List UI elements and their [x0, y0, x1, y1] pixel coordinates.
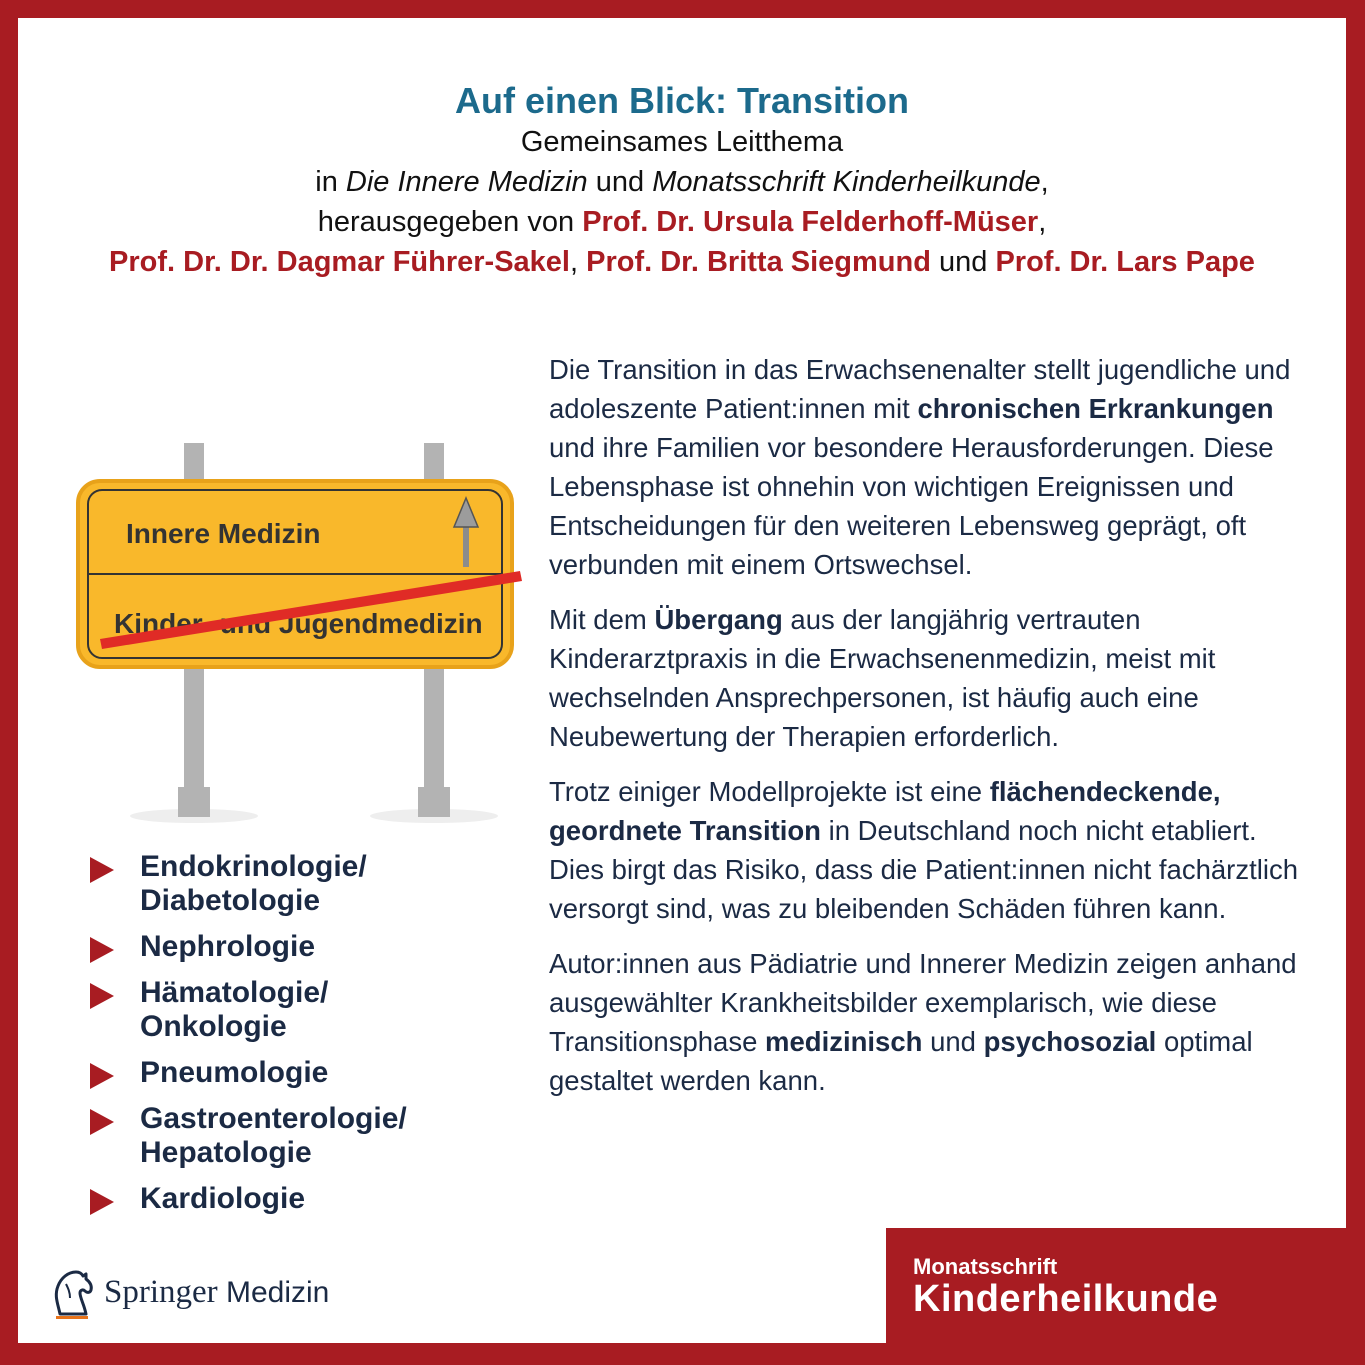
publisher-name-b: Medizin [217, 1276, 330, 1309]
body-text [549, 350, 1309, 1116]
text-run: in Deutschland noch nicht etabliert. Dies birgt das Risiko, dass die Patient:innen nicht fachärztlich versorgt sind, was zu bleibenden Schäden führen kann. [549, 815, 1298, 924]
editor-2: Prof. Dr. Dr. Dagmar Führer-Sakel [109, 246, 570, 278]
emphasis: flächendeckende, geordnete Transition [549, 776, 1221, 846]
header-line-1: Gemeinsames Leitthema [520, 126, 844, 158]
specialty-label: Hepatologie [140, 1136, 312, 1169]
list-item [84, 1182, 504, 1216]
paragraph-1 [549, 350, 1309, 584]
text-run: Autor:innen aus Pädiatrie und Innerer Medizin zeigen anhand ausgewählter Krankheitsbilder exemplarisch, wie diese Transitionsphase [549, 948, 1297, 1057]
editor-4: Prof. Dr. Lars Pape [995, 246, 1255, 278]
text-run: Trotz einiger Modellprojekte ist eine [549, 776, 990, 807]
springer-medizin-logo [46, 1266, 406, 1322]
specialty-label: Pneumologie [140, 1056, 329, 1089]
journal-badge [886, 1228, 1346, 1343]
header-line-2-pre: in [315, 166, 346, 198]
header-line-2-end: , [1040, 166, 1049, 198]
post-foot-right [418, 787, 450, 817]
text-run: aus der langjährig vertrauten Kinderarztpraxis in die Erwachsenenmedizin, meist mit wechselnden Ansprechpersonen, ist häufig auch eine Neubewertung der Therapien erforderlich. [549, 604, 1216, 752]
triangle-bullet-icon [90, 1189, 114, 1215]
publisher-name [104, 1274, 329, 1311]
paragraph-2 [549, 600, 1309, 756]
emphasis: psychosozial [983, 1026, 1157, 1057]
town-sign-illustration [74, 443, 534, 843]
header-line-3 [18, 202, 1346, 242]
text-run: Mit dem [549, 604, 655, 635]
post-foot-left [178, 787, 210, 817]
editor-1: Prof. Dr. Ursula Felderhoff-Müser [582, 206, 1039, 238]
arrow-shaft [463, 523, 469, 567]
header [18, 80, 1346, 282]
emphasis: medizinisch [765, 1026, 923, 1057]
specialty-label: Hämatologie/ [140, 976, 329, 1009]
page-title: Auf einen Blick: Transition [454, 80, 910, 121]
journal-badge-big: Kinderheilkunde [913, 1278, 1219, 1320]
specialty-label: Gastroenterologie/ [140, 1102, 407, 1135]
list-item [84, 976, 504, 1044]
header-line-4 [18, 242, 1346, 282]
sign-bottom-label: Kinder- und Jugendmedizin [114, 608, 483, 639]
page [18, 18, 1346, 1343]
journal-badge-small: Monatsschrift [913, 1254, 1058, 1279]
list-item [84, 1102, 504, 1170]
specialty-label: Diabetologie [140, 884, 321, 917]
springer-horse-icon [46, 1266, 96, 1320]
editor-sep-1: , [569, 246, 587, 278]
header-line-3-end: , [1038, 206, 1047, 238]
journal-name-innere: Die Innere Medizin [345, 166, 588, 198]
paragraph-3 [549, 772, 1309, 928]
specialty-label: Nephrologie [140, 930, 316, 963]
text-run: optimal gestaltet werden kann. [549, 1026, 1253, 1096]
triangle-bullet-icon [90, 1063, 114, 1089]
specialty-label: Endokrinologie/ [140, 850, 367, 883]
specialty-label: Kardiologie [140, 1182, 306, 1215]
journal-name-kinder: Monatsschrift Kinderheilkunde [652, 166, 1041, 198]
triangle-bullet-icon [90, 1109, 114, 1135]
editor-3: Prof. Dr. Britta Siegmund [586, 246, 931, 278]
text-run: und [922, 1026, 984, 1057]
header-line-3-pre: herausgegeben von [317, 206, 583, 238]
sign-top-label: Innere Medizin [126, 518, 321, 549]
list-item [84, 850, 504, 918]
emphasis: Übergang [654, 604, 783, 635]
triangle-bullet-icon [90, 937, 114, 963]
paragraph-4 [549, 944, 1309, 1100]
emphasis: chronischen Erkrankungen [917, 393, 1274, 424]
list-item [84, 930, 504, 964]
text-run: Die Transition in das Erwachsenenalter stellt jugendliche und adoleszente Patient:innen mit [549, 354, 1291, 424]
text-run: und ihre Familien vor besondere Herausforderungen. Diese Lebensphase ist ohnehin von wichtigen Ereignissen und Entscheidungen für den weiteren Lebensweg geprägt, oft verbunden mit einem Ortswechsel. [549, 432, 1274, 580]
specialty-list [84, 850, 504, 1228]
specialty-label: Onkologie [140, 1010, 287, 1043]
triangle-bullet-icon [90, 983, 114, 1009]
publisher-name-a: Springer [104, 1274, 218, 1310]
editor-sep-2: und [930, 246, 996, 278]
header-line-2 [18, 162, 1346, 202]
header-line-2-mid: und [587, 166, 653, 198]
triangle-bullet-icon [90, 857, 114, 883]
list-item [84, 1056, 504, 1090]
